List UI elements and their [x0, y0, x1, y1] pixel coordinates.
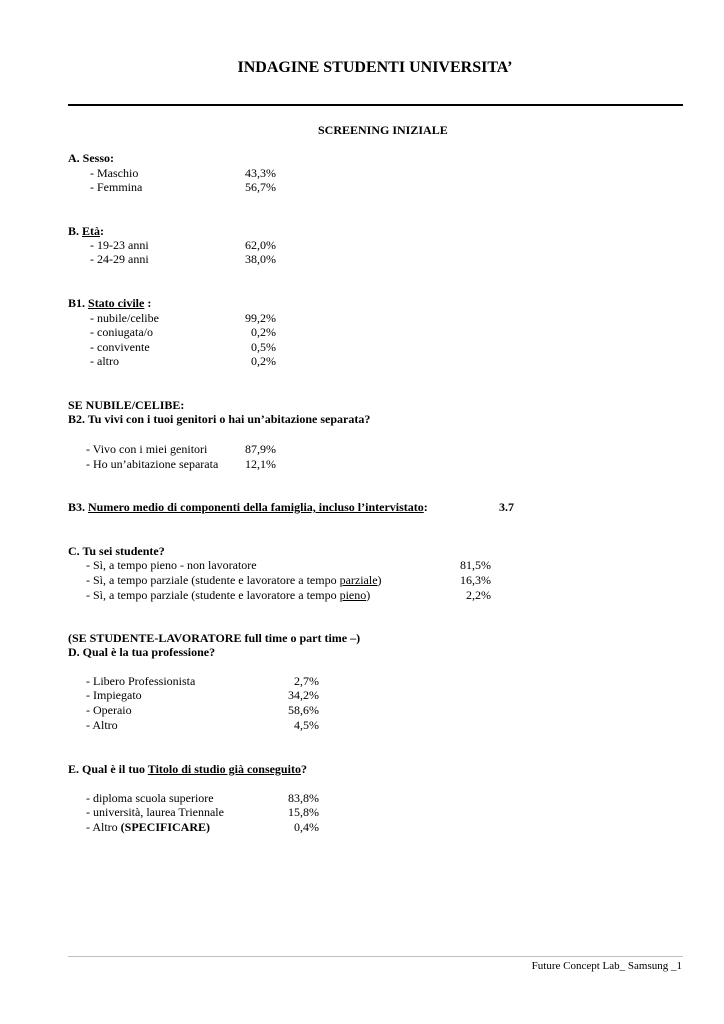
- question-b3-value: 3.7: [499, 500, 514, 514]
- answer-value: 0,2%: [251, 325, 276, 339]
- question-b1-underlined: Stato civile: [88, 296, 145, 310]
- answer-value: 34,2%: [288, 688, 319, 702]
- answer-label: [86, 588, 370, 603]
- question-b2-label: B2. Tu vivi con i tuoi genitori o hai un’abitazione separata?: [68, 412, 371, 426]
- answer-label: - nubile/celibe: [90, 311, 159, 325]
- question-e-underlined: Titolo di studio già conseguito: [147, 762, 301, 776]
- answer-label-text: - Altro: [86, 820, 121, 834]
- answer-label-underlined: parziale: [339, 573, 378, 587]
- answer-label-underlined: pieno: [339, 588, 367, 602]
- answer-label: - Operaio: [86, 703, 132, 717]
- answer-value: 38,0%: [245, 252, 276, 266]
- footer-divider: [68, 956, 683, 957]
- question-b1-suffix: :: [144, 296, 152, 310]
- answer-label: - Ho un’abitazione separata: [86, 457, 219, 471]
- question-b-prefix: B.: [68, 224, 83, 238]
- answer-value: 15,8%: [288, 805, 319, 819]
- answer-label: - Vivo con i miei genitori: [86, 442, 208, 456]
- section-subtitle: SCREENING INIZIALE: [318, 123, 448, 137]
- question-e-prefix: E. Qual è il tuo: [68, 762, 148, 776]
- answer-label: - Femmina: [90, 180, 143, 194]
- answer-value: 83,8%: [288, 791, 319, 805]
- question-b-label: [68, 224, 104, 239]
- answer-label: - 19-23 anni: [90, 238, 149, 252]
- question-c-label: C. Tu sei studente?: [68, 544, 165, 558]
- answer-label: - coniugata/o: [90, 325, 153, 339]
- answer-label-tail: ): [366, 588, 371, 602]
- answer-value: 58,6%: [288, 703, 319, 717]
- answer-label: - Impiegato: [86, 688, 142, 702]
- title-divider: [68, 104, 683, 106]
- answer-value: 62,0%: [245, 238, 276, 252]
- answer-value: 2,7%: [294, 674, 319, 688]
- question-b-underlined: Età: [82, 224, 101, 238]
- question-b3-underlined: Numero medio di componenti della famiglia, incluso l’intervistato: [88, 500, 424, 514]
- question-d-condition: (SE STUDENTE-LAVORATORE full time o part time –): [68, 631, 361, 645]
- answer-label: [86, 820, 210, 835]
- answer-label: - Altro: [86, 718, 118, 732]
- question-e-label: [68, 762, 307, 777]
- document-title: INDAGINE STUDENTI UNIVERSITA’: [237, 59, 513, 76]
- answer-value: 4,5%: [294, 718, 319, 732]
- answer-value: 87,9%: [245, 442, 276, 456]
- answer-value: 56,7%: [245, 180, 276, 194]
- answer-label: - Maschio: [90, 166, 139, 180]
- answer-value: 0,4%: [294, 820, 319, 834]
- answer-label: - 24-29 anni: [90, 252, 149, 266]
- answer-label: - altro: [90, 354, 119, 368]
- answer-value: 2,2%: [466, 588, 491, 602]
- answer-label: - convivente: [90, 340, 150, 354]
- answer-label-text: - Sì, a tempo parziale (studente e lavoratore a tempo: [86, 573, 340, 587]
- question-d-label: D. Qual è la tua professione?: [68, 645, 216, 659]
- answer-label-bold: (SPECIFICARE): [120, 820, 211, 834]
- answer-value: 0,2%: [251, 354, 276, 368]
- question-b2-condition: SE NUBILE/CELIBE:: [68, 398, 185, 412]
- answer-label: [86, 573, 382, 588]
- answer-label-text: - Sì, a tempo parziale (studente e lavoratore a tempo: [86, 588, 340, 602]
- answer-label: - Sì, a tempo pieno - non lavoratore: [86, 558, 257, 572]
- answer-value: 81,5%: [460, 558, 491, 572]
- answer-label: - Libero Professionista: [86, 674, 196, 688]
- question-b3-prefix: B3.: [68, 500, 89, 514]
- answer-value: 43,3%: [245, 166, 276, 180]
- answer-value: 16,3%: [460, 573, 491, 587]
- footer-text: Future Concept Lab_ Samsung _1: [531, 960, 682, 972]
- answer-value: 0,5%: [251, 340, 276, 354]
- question-a-label: A. Sesso:: [68, 151, 115, 165]
- question-b1-prefix: B1.: [68, 296, 89, 310]
- question-b3-suffix: :: [423, 500, 428, 514]
- answer-label: - università, laurea Triennale: [86, 805, 224, 819]
- answer-label: - diploma scuola superiore: [86, 791, 214, 805]
- answer-value: 12,1%: [245, 457, 276, 471]
- answer-value: 99,2%: [245, 311, 276, 325]
- question-b3-label: [68, 500, 428, 515]
- question-b1-label: [68, 296, 151, 311]
- question-b-suffix: :: [100, 224, 105, 238]
- answer-label-tail: ): [377, 573, 382, 587]
- question-e-suffix: ?: [300, 762, 307, 776]
